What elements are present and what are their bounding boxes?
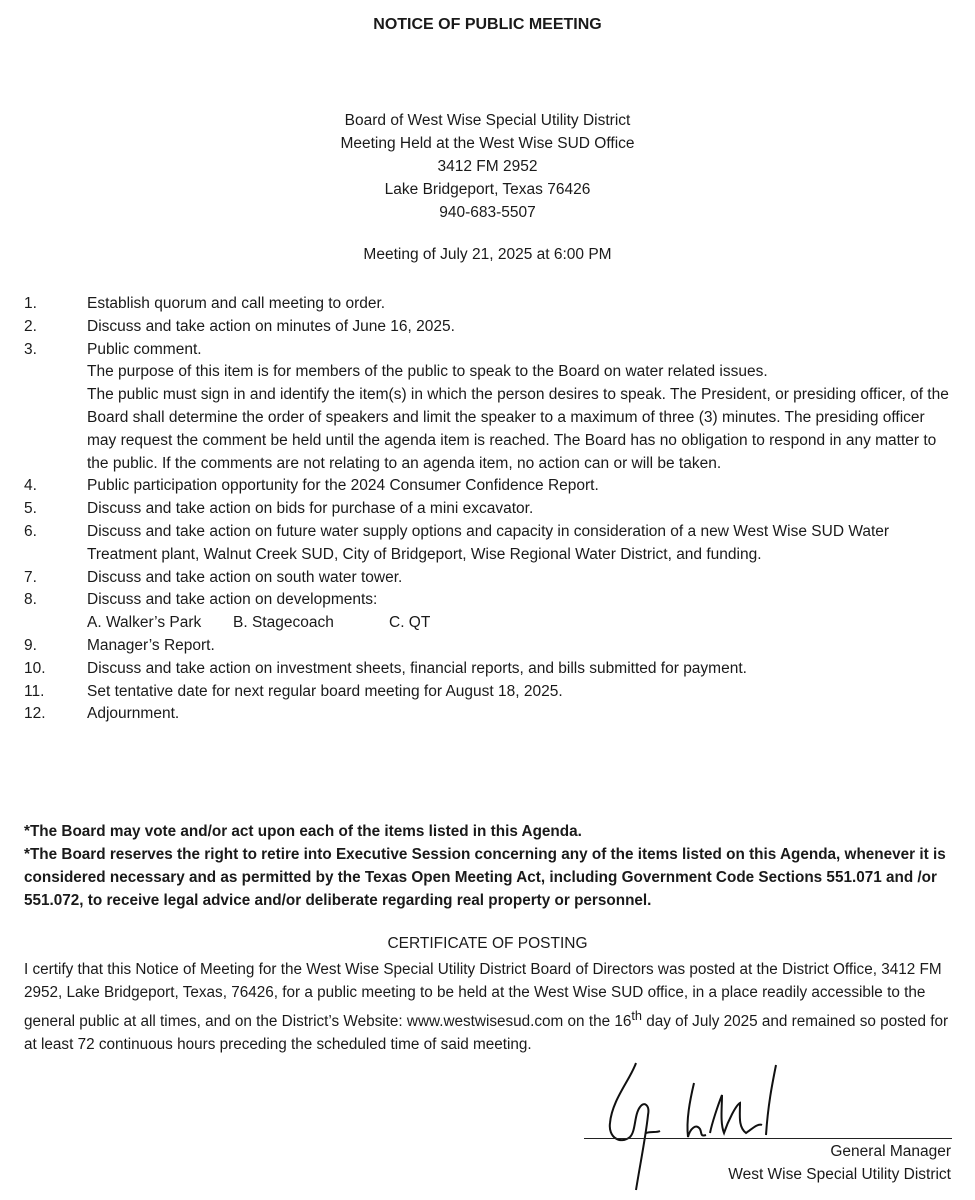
signature-line <box>584 1138 952 1139</box>
header-board: Board of West Wise Special Utility District <box>344 112 631 129</box>
header-address: 3412 FM 2952 <box>437 158 538 175</box>
agenda-item-number: 12. <box>24 705 46 723</box>
agenda-item-text: Discuss and take action on developments: <box>87 591 378 609</box>
development-b: B. Stagecoach <box>233 614 334 632</box>
signer-title: General Manager <box>830 1143 951 1160</box>
certificate-text-after: day of July 2025 and remained so posted for at least 72 continuous hours preceding the scheduled time of said meeting. <box>24 1013 949 1054</box>
agenda-item <box>24 521 954 567</box>
agenda-item-number: 2. <box>24 317 37 335</box>
agenda-item-number: 4. <box>24 477 37 495</box>
agenda-item-text: Public comment. <box>87 340 202 358</box>
signer-organization: West Wise Special Utility District <box>728 1166 951 1183</box>
certificate-text <box>24 958 959 1056</box>
agenda-item-text: Discuss and take action on bids for purchase of a mini excavator. <box>87 500 534 518</box>
agenda-item-number: 10. <box>24 659 46 677</box>
meeting-date: Meeting of July 21, 2025 at 6:00 PM <box>363 246 612 263</box>
header-location: Meeting Held at the West Wise SUD Office <box>340 135 635 152</box>
agenda-item-text: Discuss and take action on minutes of June 16, 2025. <box>87 317 455 335</box>
certificate-title: CERTIFICATE OF POSTING <box>387 935 588 952</box>
agenda-item-number: 11. <box>24 682 45 700</box>
note-vote: *The Board may vote and/or act upon each of the items listed in this Agenda. <box>24 823 582 840</box>
board-notes <box>24 820 954 912</box>
agenda-item-number: 8. <box>24 591 37 609</box>
agenda-item <box>24 498 954 521</box>
agenda-item <box>24 293 954 316</box>
agenda-item-text: Discuss and take action on south water tower. <box>87 568 403 586</box>
agenda-item <box>24 703 954 726</box>
agenda-item <box>24 658 954 681</box>
agenda-item <box>24 567 954 590</box>
agenda-item-number: 1. <box>24 295 37 312</box>
certificate-day: 16 <box>614 1013 632 1031</box>
agenda-item-text: Set tentative date for next regular board meeting for August 18, 2025. <box>87 682 563 700</box>
agenda-item <box>24 475 954 498</box>
agenda-item-number: 7. <box>24 568 37 586</box>
agenda-item-number: 6. <box>24 522 37 540</box>
agenda-item-text: Public participation opportunity for the 2024 Consumer Confidence Report. <box>87 477 599 495</box>
agenda-item <box>24 635 954 658</box>
agenda-item-text: Discuss and take action on investment sheets, financial reports, and bills submitted for payment. <box>87 659 747 677</box>
page-title: NOTICE OF PUBLIC MEETING <box>373 16 602 33</box>
agenda-item <box>24 339 954 476</box>
developments-list <box>87 612 954 635</box>
agenda-item-number: 5. <box>24 500 37 518</box>
agenda-item <box>24 316 954 339</box>
agenda-item-text: Discuss and take action on future water supply options and capacity in consideration of a new West Wise SUD Water Treatment plant, Walnut Creek SUD, City of Bridgeport, Wise Regional Water District, and funding. <box>87 522 890 563</box>
certificate-text-before: I certify that this Notice of Meeting for the West Wise Special Utility District Board of Directors was posted at the District Office, 3412 FM 2952, Lake Bridgeport, Texas, 76426, for a public meeting to be held at the West Wise SUD office, in a place readily accessible to the general public at all times, and on the District’s Website: www.westwisesud.com on the <box>24 961 942 1031</box>
agenda-item-number: 9. <box>24 636 37 654</box>
public-comment-rules: The public must sign in and identify the item(s) in which the person desires to speak. The President, or presiding officer, of the Board shall determine the order of speakers and limit the speaker to a maximum of three (3) minutes. The presiding officer may request the comment be held until the agenda item is reached. The Board has no obligation to respond in any matter to the public. If the comments are not relating to an agenda item, no action can or will be taken. <box>87 386 949 472</box>
development-c: C. QT <box>389 614 431 632</box>
meeting-header <box>0 109 975 224</box>
header-city: Lake Bridgeport, Texas 76426 <box>384 181 591 198</box>
note-executive-session: *The Board reserves the right to retire into Executive Session concerning any of the items listed on this Agenda, whenever it is considered necessary and as permitted by the Texas Open Meeting Act, including Government Code Sections 551.071 and /or 551.072, to receive legal advice and/or deliberate regarding real property or personnel. <box>24 846 946 909</box>
agenda-item-text: Manager’s Report. <box>87 636 215 654</box>
agenda-item-text: Adjournment. <box>87 705 180 723</box>
agenda-list <box>24 293 954 726</box>
agenda-item-text: Establish quorum and call meeting to order. <box>87 295 386 312</box>
public-comment-purpose: The purpose of this item is for members of the public to speak to the Board on water related issues. <box>87 363 768 381</box>
agenda-item-number: 3. <box>24 340 37 358</box>
agenda-item <box>24 589 954 635</box>
header-phone: 940-683-5507 <box>439 204 536 221</box>
certificate-day-suffix: th <box>631 1008 642 1023</box>
agenda-item <box>24 681 954 704</box>
development-a: A. Walker’s Park <box>87 614 202 632</box>
